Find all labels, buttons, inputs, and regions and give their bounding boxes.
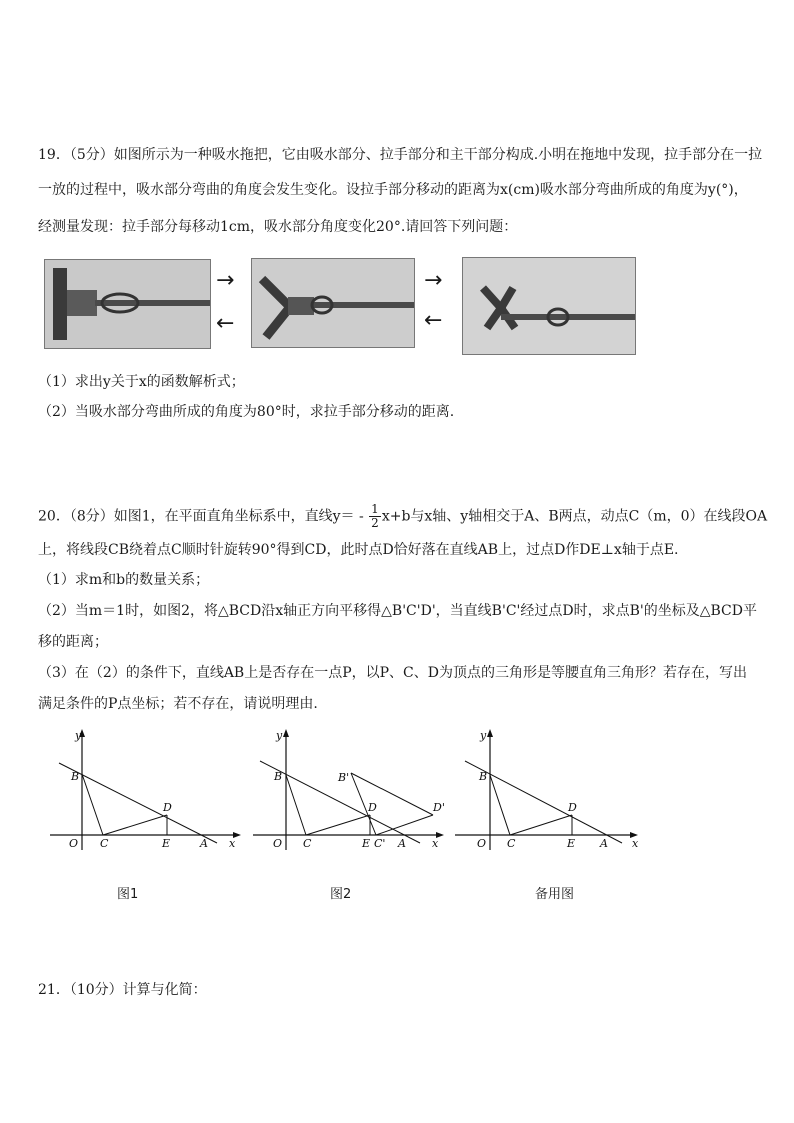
label-x: x xyxy=(229,837,236,850)
q20-line1 xyxy=(38,503,767,530)
label-O: O xyxy=(477,837,487,850)
q19-line1: 19．（5分）如图所示为一种吸水拖把，它由吸水部分、拉手部分和主干部分构成.小明在拖地中发现，拉手部分在一拉 xyxy=(38,147,763,163)
figure-spare xyxy=(450,725,650,855)
label-O: O xyxy=(273,837,283,850)
q20-sub2a: （2）当m＝1时，如图2，将△BCD沿x轴正方向平移得△B'C'D'，当直线B'C'经过点D时，求点B'的坐标及△BCD平 xyxy=(38,603,757,619)
label-D-prime: D' xyxy=(433,801,445,814)
label-y: y xyxy=(75,729,82,742)
fraction-numerator: 1 xyxy=(371,502,379,516)
arrow-left-icon: ← xyxy=(424,308,443,333)
mop-photo-2 xyxy=(251,258,415,348)
label-E: E xyxy=(162,837,171,850)
q20-line1-end: x+b与x轴、y轴相交于A、B两点，动点C（m，0）在线段OA xyxy=(381,508,768,525)
q20-sub3a: （3）在（2）的条件下，直线AB上是否存在一点P，以P、C、D为顶点的三角形是等腰直角三角形？若存在，写出 xyxy=(38,665,747,681)
q20-line1-start: 20．（8分）如图1，在平面直角坐标系中，直线y＝ - xyxy=(38,508,369,525)
figure-2 xyxy=(248,725,448,855)
mop-photo-3 xyxy=(462,257,636,355)
label-C: C xyxy=(100,837,109,850)
caption-figure-spare: 备用图 xyxy=(535,887,575,902)
q19-line2: 一放的过程中，吸水部分弯曲的角度会发生变化。设拉手部分移动的距离为x(cm)吸水部分弯曲所成的角度为y(°)， xyxy=(38,182,748,198)
label-A: A xyxy=(200,837,208,850)
q20-line2: 上，将线段CB绕着点C顺时针旋转90°得到CD，此时点D恰好落在直线AB上，过点D作DE⊥x轴于点E. xyxy=(38,542,679,558)
label-A: A xyxy=(398,837,406,850)
label-y: y xyxy=(276,729,283,742)
label-D: D xyxy=(568,801,577,814)
label-B: B xyxy=(274,770,283,783)
label-C: C xyxy=(303,837,312,850)
fraction-denominator: 2 xyxy=(371,516,379,530)
label-x: x xyxy=(432,837,439,850)
label-D: D xyxy=(163,801,172,814)
q19-sub2: （2）当吸水部分弯曲所成的角度为80°时，求拉手部分移动的距离. xyxy=(38,404,455,420)
label-C: C xyxy=(507,837,516,850)
caption-figure-1: 图1 xyxy=(117,887,139,902)
label-y: y xyxy=(480,729,487,742)
arrow-right-icon: → xyxy=(424,268,443,293)
label-E: E xyxy=(362,837,371,850)
label-x: x xyxy=(632,837,639,850)
fraction xyxy=(369,503,381,530)
label-B: B xyxy=(479,770,488,783)
q20-sub1: （1）求m和b的数量关系； xyxy=(38,572,210,588)
arrow-right-icon: → xyxy=(216,268,235,293)
mop-photo-1 xyxy=(44,259,211,349)
label-E: E xyxy=(567,837,576,850)
q19-sub1: （1）求出y关于x的函数解析式； xyxy=(38,374,245,390)
label-B-prime: B' xyxy=(338,771,350,784)
q20-sub2b: 移的距离； xyxy=(38,634,108,650)
caption-figure-2: 图2 xyxy=(330,887,352,902)
label-O: O xyxy=(69,837,79,850)
arrow-left-icon: ← xyxy=(216,311,235,336)
figure-1 xyxy=(45,725,245,855)
q21-line1: 21．（10分）计算与化简： xyxy=(38,982,207,998)
label-D: D xyxy=(368,801,377,814)
label-A: A xyxy=(600,837,608,850)
label-B: B xyxy=(71,770,80,783)
q20-sub3b: 满足条件的P点坐标；若不存在，请说明理由. xyxy=(38,696,318,712)
q19-line3: 经测量发现：拉手部分每移动1cm，吸水部分角度变化20°.请回答下列问题： xyxy=(38,219,518,235)
label-C-prime: C' xyxy=(374,837,386,850)
